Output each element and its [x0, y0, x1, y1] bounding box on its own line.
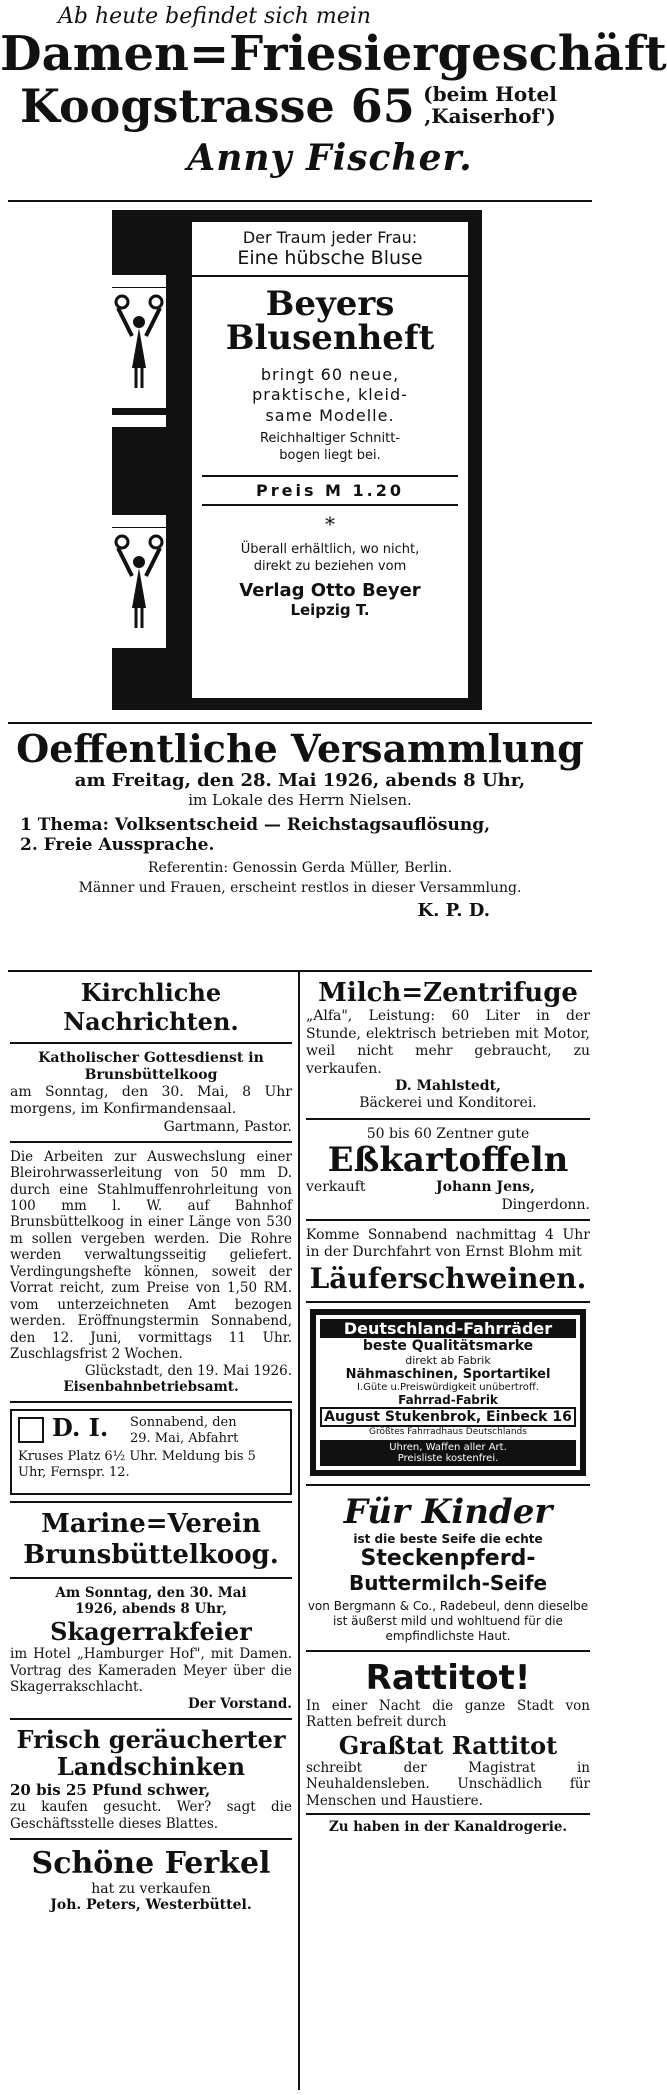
versammlung-party: K. P. D.	[417, 899, 490, 921]
arbeit-sign: Eisenbahnbetriebsamt.	[63, 1378, 239, 1395]
di-label: D. I.	[52, 1412, 109, 1442]
friseur-note: (beim Hotel ,Kaiserhof')	[423, 82, 557, 129]
friseur-address: Koogstrasse 65	[20, 79, 415, 134]
lauf-text: Komme Sonnabend nachmittag 4 Uhr in der Durchfahrt von Ernst Blohm mit	[306, 1226, 590, 1261]
ad-friseur	[0, 4, 667, 180]
column-divider	[298, 970, 300, 2090]
kirch-head: Brunsbüttelkoog	[84, 1066, 218, 1083]
marine-title: Marine=Verein	[41, 1508, 261, 1539]
versammlung-line2: im Lokale des Herrn Nielsen.	[188, 790, 412, 809]
ad-fahrrad	[310, 1309, 586, 1476]
di-text: Sonnabend, den	[130, 1414, 237, 1430]
kart-place: Dingerdonn.	[501, 1196, 590, 1213]
arbeit-body: Die Arbeiten zur Auswechslung einer Bleirohrwasserleitung von 50 mm D. durch eine Stahlmuffenrohrleitung von 100 mm l. W. auf Bahnhof Brunsbüttelkoog in einer Länge von 530 m sollen vergeben werden. Die Rohre werden verwaltungsseitig geliefert. Verdingungshefte können, soweit der Vorrat reicht, zum Preise von 1,50 RM. vom unterzeichneten Amt bezogen werden. Eröffnungstermin Sonnabend, den 12. Juni, vormittags 11 Uhr. Zuschlagsfrist 2 Wochen.	[10, 1148, 292, 1363]
ratti-text: Zu haben in der Kanaldrogerie.	[328, 1819, 568, 1836]
blusen-avail: Überall erhältlich, wo nicht,	[240, 541, 420, 557]
blusen-desc: Reichhaltiger Schnitt-	[259, 431, 401, 447]
kinder-text: ist die beste Seife die echte	[353, 1531, 543, 1546]
versammlung-line: am Freitag, den 28. Mai 1926, abends 8 Uhr,	[74, 769, 526, 791]
marine-sign: Der Vorstand.	[188, 1695, 292, 1712]
blusen-title2: Blusenheft	[225, 318, 435, 358]
friseur-name: Anny Fischer.	[187, 137, 473, 180]
versammlung-topic: 2. Freie Aussprache.	[20, 835, 215, 856]
kinder-product: Steckenpferd-	[360, 1545, 536, 1571]
kart-seller: verkauft	[306, 1178, 366, 1195]
ad-versammlung	[0, 728, 600, 921]
marine-event: Skagerrakfeier	[50, 1617, 252, 1647]
ratti-title2: Graßtat Rattitot	[338, 1730, 558, 1760]
versammlung-topic: 1 Thema: Volksentscheid — Reichstagsauflösung,	[20, 814, 491, 835]
versammlung-call: Männer und Frauen, erscheint restlos in dieser Versammlung.	[78, 879, 522, 896]
blusen-slogan: Der Traum jeder Frau:	[242, 228, 418, 247]
lauf-title: Läuferschweinen.	[309, 1261, 587, 1295]
rad-text: Uhren, Waffen aller Art.	[389, 1441, 507, 1453]
friseur-headline: Damen=Friesiergeschäft	[0, 26, 667, 82]
rad-text: direkt ab Fabrik	[405, 1353, 491, 1367]
rad-text: Nähmaschinen, Sportartikel	[345, 1366, 551, 1382]
divider	[8, 200, 592, 202]
friseur-intro: Ab heute befindet sich mein	[58, 4, 371, 29]
kirch-title: Kirchliche Nachrichten.	[63, 978, 239, 1036]
arbeit-date: Glückstadt, den 19. Mai 1926.	[84, 1362, 292, 1379]
kart-top: 50 bis 60 Zentner gute	[366, 1125, 530, 1142]
blusen-desc: bogen liegt bei.	[279, 447, 381, 463]
milch-sign: D. Mahlstedt,	[395, 1078, 501, 1094]
di-text: Kruses Platz 6½ Uhr. Meldung bis 5 Uhr, Fernspr. 12.	[18, 1448, 256, 1480]
ad-blusenheft	[112, 210, 482, 710]
blusen-publisher: Verlag Otto Beyer	[239, 579, 421, 601]
kinder-title: Für Kinder	[343, 1491, 553, 1532]
ratti-text: In einer Nacht die ganze Stadt von Ratten befreit durch	[306, 1697, 590, 1731]
star-icon: *	[325, 511, 335, 536]
rad-title: Deutschland-Fahrräder	[320, 1319, 576, 1338]
versammlung-title: Oeffentliche Versammlung	[16, 726, 584, 771]
marine-body: im Hotel „Hamburger Hof", mit Damen. Vortrag des Kameraden Meyer über die Skagerrakschlacht.	[10, 1646, 292, 1696]
ferkel-title: Schöne Ferkel	[31, 1845, 271, 1881]
marine-title: Brunsbüttelkoog.	[23, 1539, 279, 1570]
ferkel-text: hat zu verkaufen	[91, 1880, 211, 1897]
milch-body: „Alfa", Leistung: 60 Liter in der Stunde, elektrisch betrieben mit Motor, weil nicht mehr gebraucht, zu verkaufen.	[306, 1008, 590, 1077]
ratti-text: schreibt der Magistrat in Neuhaldensleben. Unschädlich für Menschen und Haustiere.	[306, 1759, 590, 1809]
milch-title: Milch=Zentrifuge	[318, 978, 578, 1008]
rad-text: I.Güte u.Preiswürdigkeit unübertroff.	[357, 1381, 539, 1393]
ferkel-name: Joh. Peters, Westerbüttel.	[50, 1896, 252, 1913]
kirch-sign: Gartmann, Pastor.	[163, 1118, 292, 1135]
kirch-body: am Sonntag, den 30. Mai, 8 Uhr morgens, im Konfirmandensaal.	[10, 1083, 292, 1118]
rad-text: beste Qualitätsmarke	[362, 1337, 534, 1354]
rad-text: Preisliste kostenfrei.	[397, 1452, 499, 1464]
blusen-avail: direkt zu beziehen vom	[253, 558, 407, 574]
schinken-title: Landschinken	[56, 1752, 246, 1782]
divider	[8, 722, 592, 724]
blusen-desc: bringt 60 neue,	[260, 364, 400, 384]
kart-title: Eßkartoffeln	[327, 1139, 569, 1180]
woman-with-scissors-icon	[112, 288, 166, 408]
checkbox-icon	[18, 1417, 44, 1443]
versammlung-speaker: Referentin: Genossin Gerda Müller, Berlin.	[147, 859, 453, 876]
blusen-title: Beyers	[265, 284, 395, 324]
marine-date: Am Sonntag, den 30. Mai	[55, 1585, 247, 1602]
schinken-body: zu kaufen gesucht. Wer? sagt die Geschäftsstelle dieses Blattes.	[10, 1799, 292, 1832]
blusen-city: Leipzig T.	[290, 600, 370, 619]
divider	[8, 970, 592, 972]
milch-sign: Bäckerei und Konditorei.	[359, 1094, 537, 1111]
blusen-price: Preis M 1.20	[255, 480, 404, 500]
marine-date: 1926, abends 8 Uhr,	[75, 1601, 227, 1618]
right-column	[306, 978, 590, 1835]
blusen-slogan2: Eine hübsche Bluse	[237, 247, 423, 269]
kinder-product: Buttermilch-Seife	[348, 1570, 548, 1595]
ratti-title: Rattitot!	[365, 1657, 531, 1698]
rad-text: Fahrrad-Fabrik	[398, 1392, 498, 1407]
blusen-desc: same Modelle.	[265, 406, 395, 426]
schinken-title: Frisch geräucherter	[16, 1724, 286, 1754]
rad-text: August Stukenbrok, Einbeck 16	[320, 1407, 576, 1427]
rad-text: Größtes Fahrradhaus Deutschlands	[369, 1426, 527, 1437]
blusen-desc: praktische, kleid-	[252, 385, 408, 405]
left-column	[10, 978, 292, 1913]
woman-with-scissors-icon	[112, 528, 166, 648]
schinken-weight: 20 bis 25 Pfund schwer,	[10, 1781, 211, 1800]
kart-seller: Johann Jens,	[436, 1178, 535, 1195]
kinder-body: von Bergmann & Co., Radebeul, denn dieselbe ist äußerst mild und wohltuend für die empfindlichste Haut.	[307, 1598, 589, 1643]
di-text: 29. Mai, Abfahrt	[130, 1430, 239, 1446]
kirch-head: Katholischer Gottesdienst in	[38, 1050, 264, 1066]
